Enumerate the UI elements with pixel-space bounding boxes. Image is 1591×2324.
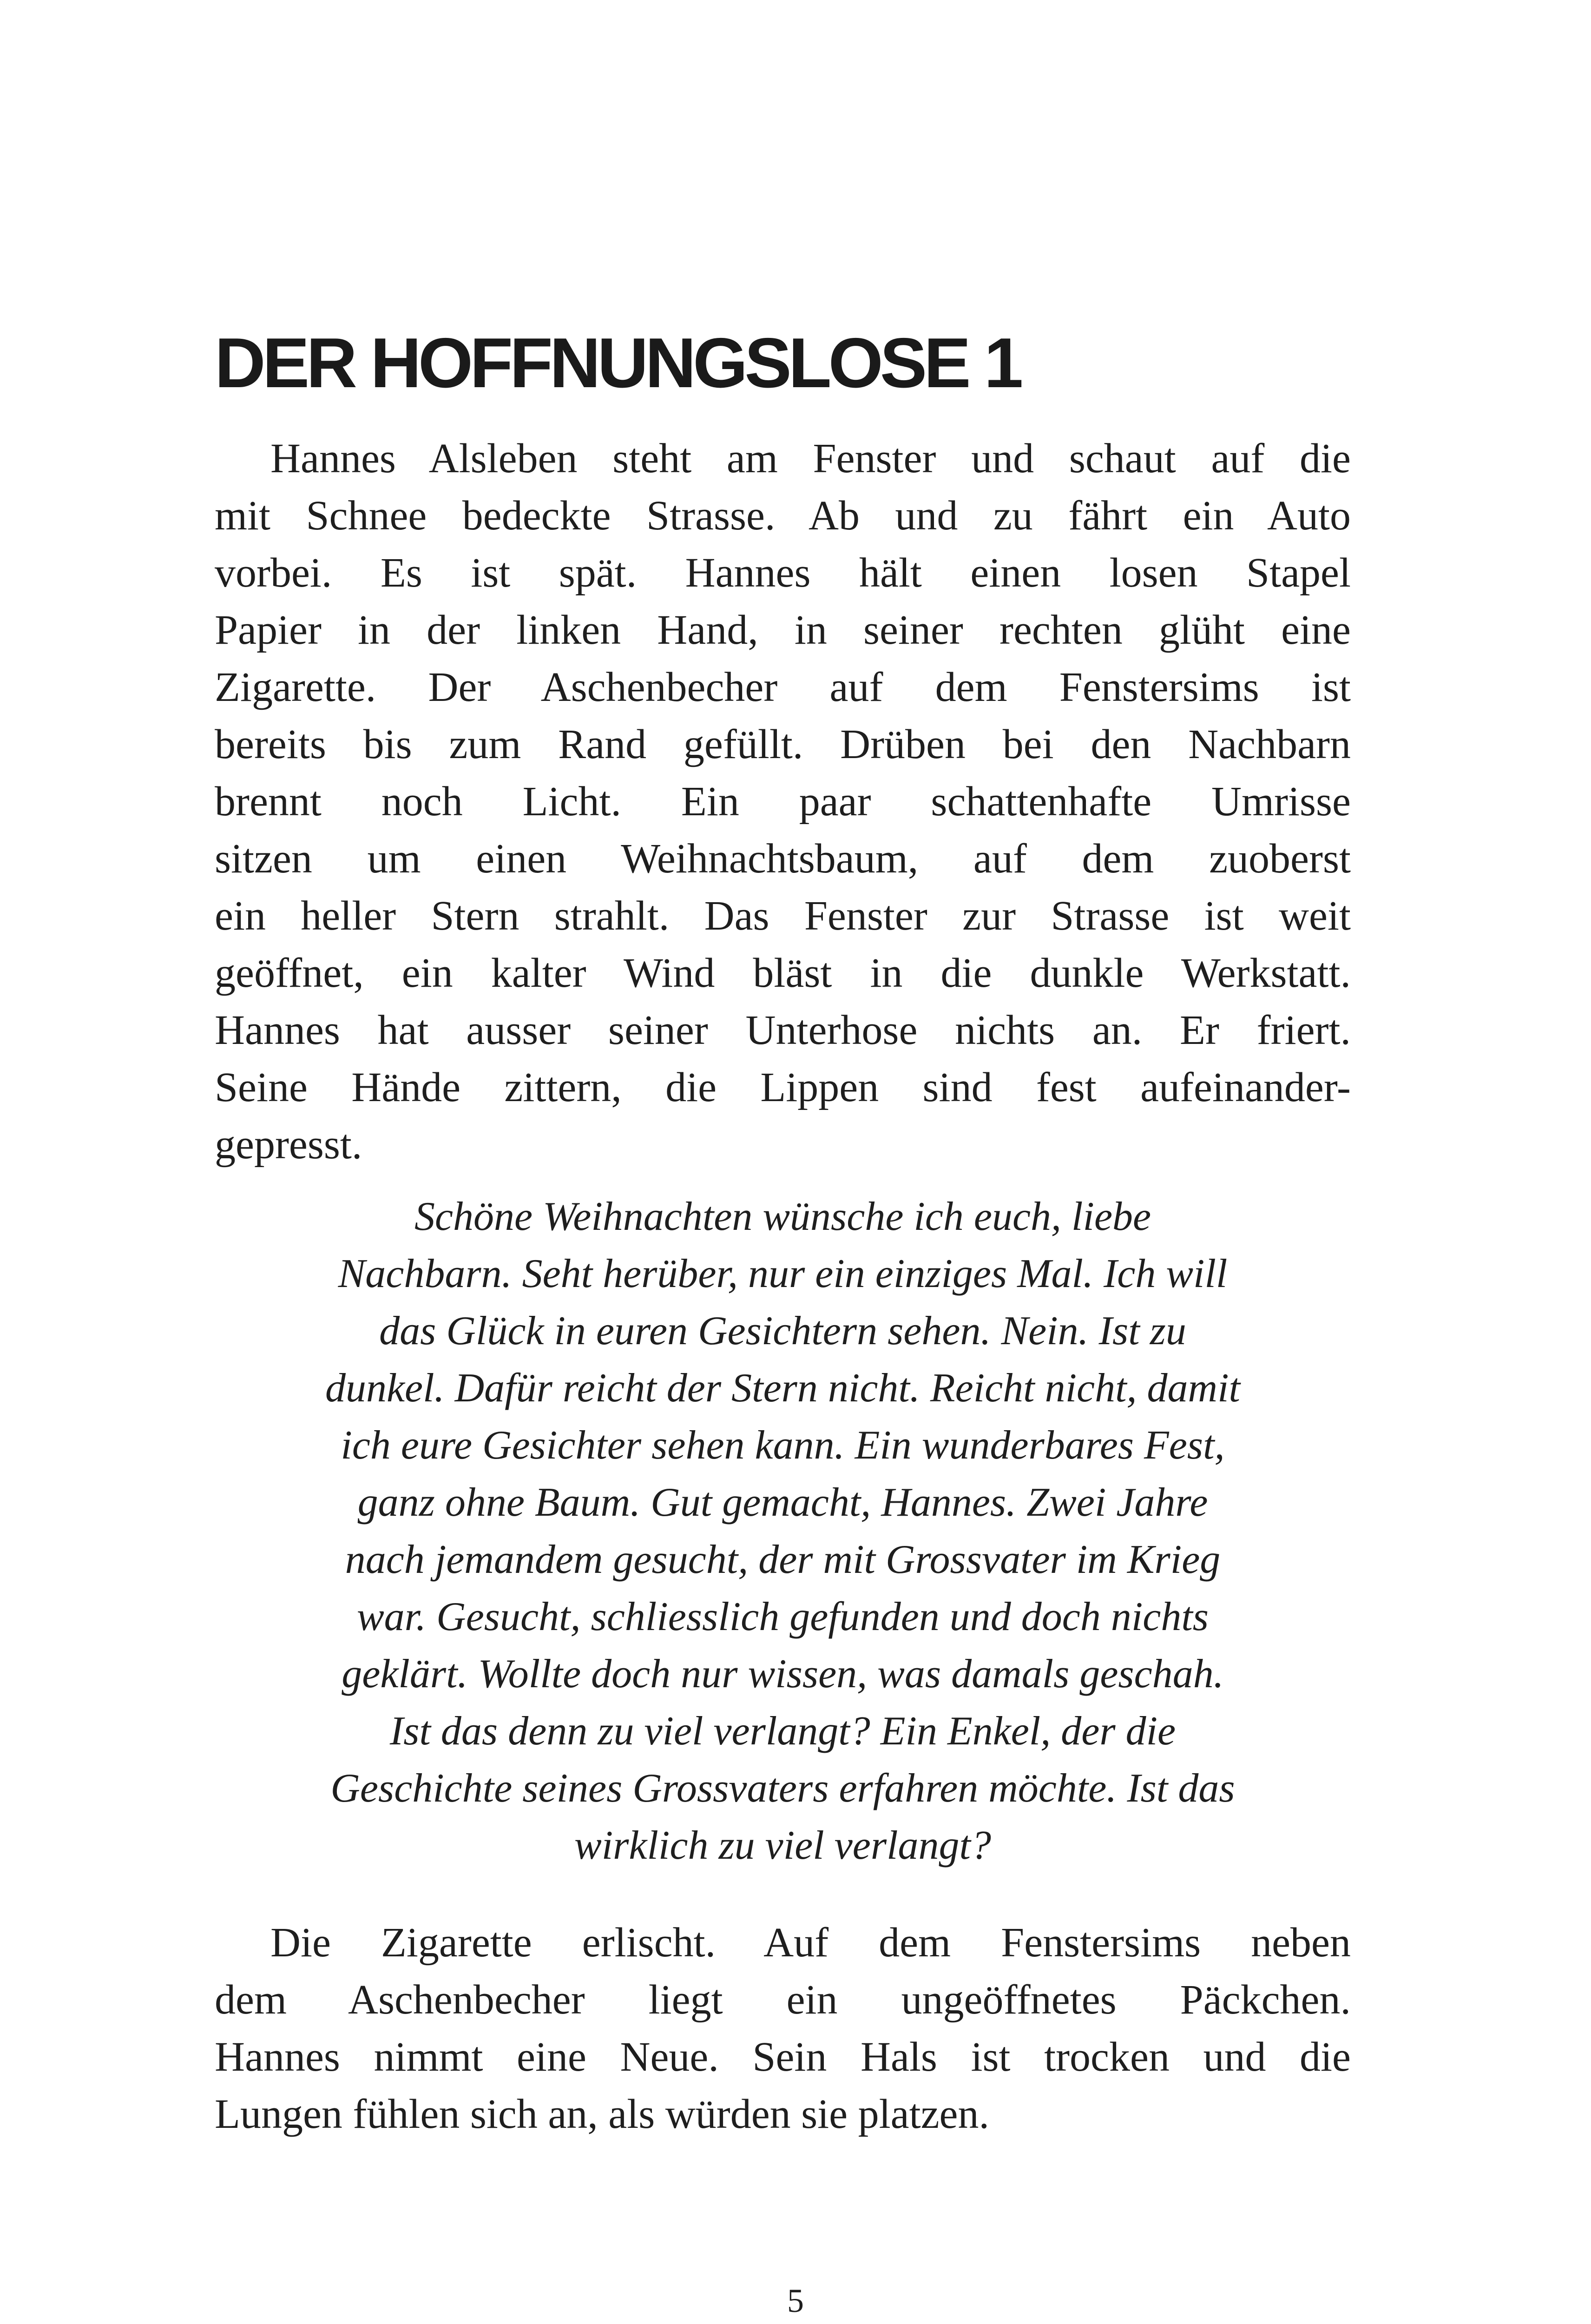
quote-line: das Glück in euren Gesichtern sehen. Nein. Ist zu [379,1308,1186,1353]
text-line: Die Zigarette erlischt. Auf dem Fenstersims neben [270,1920,1351,1966]
paragraph-2 [215,1914,1351,2143]
page-number: 5 [787,2282,804,2319]
quote-line: dunkel. Dafür reicht der Stern nicht. Reicht nicht, damit [325,1366,1240,1411]
text-line: bereits bis zum Rand gefüllt. Drüben bei den Nachbarn [215,721,1351,767]
quote-line: war. Gesucht, schliesslich gefunden und doch nichts [356,1594,1209,1639]
quote-line: wirklich zu viel verlangt? [574,1823,991,1868]
quote-line: Nachbarn. Seht herüber, nur ein einziges Mal. Ich will [338,1251,1228,1296]
quote-line: ganz ohne Baum. Gut gemacht, Hannes. Zwei Jahre [357,1480,1208,1525]
quote-line: geklärt. Wollte doch nur wissen, was damals geschah. [342,1651,1224,1697]
text-line: Hannes Alsleben steht am Fenster und schaut auf die [270,436,1351,482]
text-line: sitzen um einen Weihnachtsbaum, auf dem zuoberst [215,836,1351,882]
quote-line: ich eure Gesichter sehen kann. Ein wunderbares Fest, [341,1423,1225,1468]
quote-line: nach jemandem gesucht, der mit Grossvater im Krieg [345,1537,1221,1582]
text-line: Papier in der linken Hand, in seiner rechten glüht eine [215,607,1351,653]
text-line: vorbei. Es ist spät. Hannes hält einen losen Stapel [215,550,1351,596]
quote-line: Ist das denn zu viel verlangt? Ein Enkel, der die [389,1709,1176,1754]
text-line: geöffnet, ein kalter Wind bläst in die dunkle Werkstatt. [215,950,1351,996]
text-line: mit Schnee bedeckte Strasse. Ab und zu fährt ein Auto [215,493,1351,539]
text-line: Hannes hat ausser seiner Unterhose nichts an. Er friert. [215,1007,1351,1053]
text-line: brennt noch Licht. Ein paar schattenhafte Umrisse [215,779,1351,825]
quote-line: Schöne Weihnachten wünsche ich euch, liebe [414,1194,1151,1239]
text-line: gepresst. [215,1122,362,1168]
italic-quote [215,1188,1351,1874]
text-line: dem Aschenbecher liegt ein ungeöffnetes Päckchen. [215,1977,1351,2023]
paragraph-1 [215,430,1351,1173]
quote-line: Geschichte seines Grossvaters erfahren möchte. Ist das [330,1766,1235,1811]
text-line: Hannes nimmt eine Neue. Sein Hals ist trocken und die [215,2034,1351,2080]
text-line: Seine Hände zittern, die Lippen sind fest aufeinander- [215,1064,1351,1110]
text-line: Zigarette. Der Aschenbecher auf dem Fenstersims ist [215,664,1351,710]
text-line: Lungen fühlen sich an, als würden sie platzen. [215,2091,989,2137]
chapter-title: DER HOFFNUNGSLOSE 1 [215,324,1020,403]
text-line: ein heller Stern strahlt. Das Fenster zur Strasse ist weit [215,893,1351,939]
